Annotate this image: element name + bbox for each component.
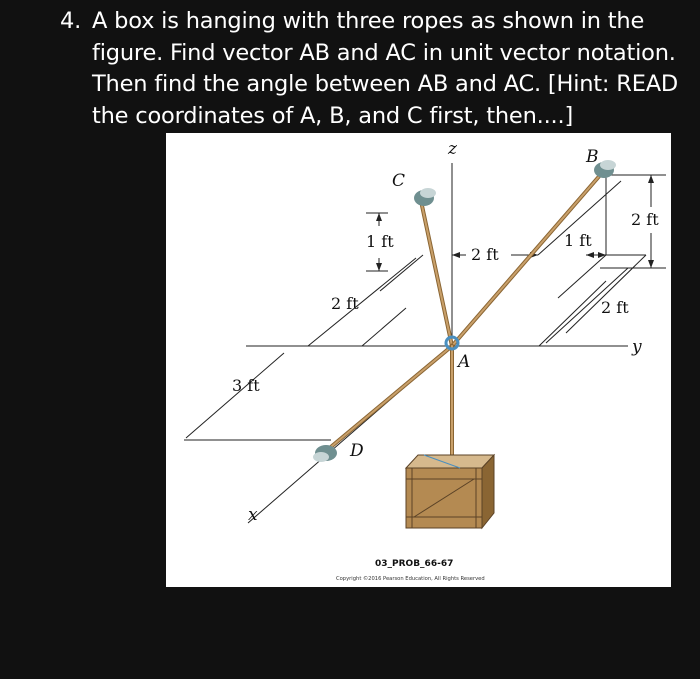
figure-diagram [166, 133, 671, 587]
point-d-label: D [350, 441, 364, 461]
dim-b-depth: 2 ft [601, 298, 629, 317]
question-text: A box is hanging with three ropes as shown in the figure. Find vector AB and AC in unit vector notation. Then find the angle between AB and AC. [Hint: READ the coordinates of A, B, and C first, then....] [92, 8, 679, 129]
dim-b-offset-x: 1 ft [564, 231, 592, 250]
dim-x-offset: 3 ft [232, 376, 260, 395]
point-b-label: B [586, 147, 599, 167]
question-number: 4. [60, 8, 82, 34]
axis-y-label: y [632, 337, 642, 357]
crate [406, 455, 494, 528]
copyright: Copyright ©2016 Pearson Education, All Rights Reserved [336, 576, 485, 582]
anchor-d [313, 445, 337, 462]
axis-x-label: x [248, 505, 258, 525]
problem-id: 03_PROB_66-67 [375, 559, 454, 569]
anchor-c [414, 188, 436, 206]
question [60, 6, 680, 132]
dim-b-height: 2 ft [631, 210, 659, 229]
dim-c-height: 1 ft [366, 232, 394, 251]
point-c-label: C [392, 171, 406, 191]
point-a-label: A [458, 352, 471, 372]
axis-z-label: z [448, 139, 457, 159]
figure [166, 133, 671, 587]
dim-c-offset: 2 ft [331, 294, 359, 313]
dim-b-offset-y: 2 ft [471, 245, 499, 264]
